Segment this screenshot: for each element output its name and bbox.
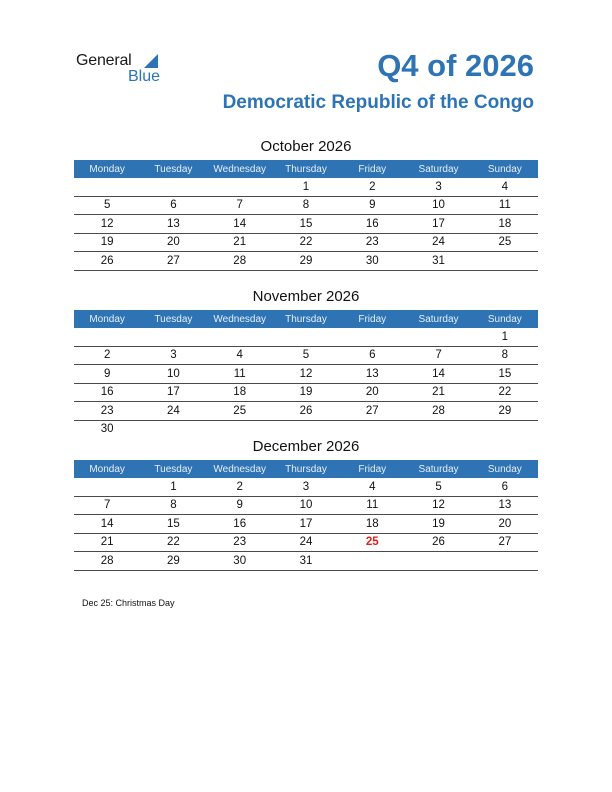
day-cell: 16 xyxy=(207,515,273,534)
day-cell xyxy=(207,420,273,438)
weekday-header: Saturday xyxy=(405,310,471,328)
logo-blue-text: Blue xyxy=(128,68,161,85)
day-cell: 5 xyxy=(405,478,471,496)
weekday-header: Sunday xyxy=(472,310,538,328)
day-cell: 23 xyxy=(207,533,273,552)
weekday-header: Thursday xyxy=(273,460,339,478)
day-cell xyxy=(339,420,405,438)
day-cell: 2 xyxy=(207,478,273,496)
day-cell: 3 xyxy=(405,178,471,196)
day-cell: 11 xyxy=(339,496,405,515)
day-cell: 14 xyxy=(405,365,471,384)
day-cell: 10 xyxy=(405,196,471,215)
day-cell: 20 xyxy=(140,233,206,252)
day-cell: 13 xyxy=(472,496,538,515)
month-october xyxy=(74,138,538,271)
week-row xyxy=(74,178,538,196)
day-cell xyxy=(405,552,471,571)
weekday-header: Sunday xyxy=(472,460,538,478)
week-row xyxy=(74,402,538,421)
day-cell: 21 xyxy=(74,533,140,552)
day-cell: 27 xyxy=(339,402,405,421)
weekday-header: Wednesday xyxy=(207,160,273,178)
day-cell: 1 xyxy=(273,178,339,196)
weekday-header: Saturday xyxy=(405,460,471,478)
day-cell: 27 xyxy=(140,252,206,271)
month-title: November 2026 xyxy=(252,288,360,305)
brand-logo xyxy=(76,52,176,88)
day-cell: 10 xyxy=(140,365,206,384)
day-cell: 5 xyxy=(74,196,140,215)
day-cell: 28 xyxy=(207,252,273,271)
weekday-header: Friday xyxy=(339,310,405,328)
day-cell: 21 xyxy=(207,233,273,252)
day-cell xyxy=(339,328,405,346)
day-cell: 6 xyxy=(339,346,405,365)
day-cell: 20 xyxy=(472,515,538,534)
day-cell: 9 xyxy=(339,196,405,215)
day-cell: 4 xyxy=(207,346,273,365)
logo-general-text: General xyxy=(76,52,132,69)
day-cell xyxy=(405,328,471,346)
week-row xyxy=(74,533,538,552)
day-cell: 17 xyxy=(405,215,471,234)
day-cell: 11 xyxy=(207,365,273,384)
day-cell: 15 xyxy=(140,515,206,534)
day-cell: 1 xyxy=(472,328,538,346)
day-cell: 23 xyxy=(74,402,140,421)
day-cell: 16 xyxy=(339,215,405,234)
week-row xyxy=(74,365,538,384)
weekday-header: Friday xyxy=(339,460,405,478)
calendar-table xyxy=(74,460,538,571)
day-cell xyxy=(207,328,273,346)
day-cell: 18 xyxy=(339,515,405,534)
day-cell xyxy=(472,420,538,438)
day-cell: 19 xyxy=(405,515,471,534)
weekday-header: Monday xyxy=(74,460,140,478)
day-cell: 21 xyxy=(405,383,471,402)
week-row xyxy=(74,328,538,346)
weekday-header: Saturday xyxy=(405,160,471,178)
week-row xyxy=(74,215,538,234)
page-subtitle: Democratic Republic of the Congo xyxy=(222,92,534,113)
day-cell: 26 xyxy=(74,252,140,271)
weekday-header: Friday xyxy=(339,160,405,178)
day-cell: 30 xyxy=(339,252,405,271)
weekday-header: Monday xyxy=(74,160,140,178)
day-cell: 4 xyxy=(472,178,538,196)
day-cell: 28 xyxy=(74,552,140,571)
day-cell: 3 xyxy=(140,346,206,365)
day-cell xyxy=(140,420,206,438)
day-cell: 13 xyxy=(140,215,206,234)
day-cell: 12 xyxy=(74,215,140,234)
day-cell: 15 xyxy=(472,365,538,384)
month-december xyxy=(74,438,538,571)
day-cell: 7 xyxy=(207,196,273,215)
day-cell: 10 xyxy=(273,496,339,515)
day-cell xyxy=(405,420,471,438)
calendar-table xyxy=(74,310,538,438)
day-cell: 14 xyxy=(74,515,140,534)
day-cell xyxy=(273,328,339,346)
day-cell: 8 xyxy=(140,496,206,515)
week-row xyxy=(74,346,538,365)
day-cell xyxy=(472,552,538,571)
day-cell: 1 xyxy=(140,478,206,496)
day-cell xyxy=(140,178,206,196)
day-cell: 8 xyxy=(273,196,339,215)
page-title: Q4 of 2026 xyxy=(377,48,534,83)
day-cell: 31 xyxy=(405,252,471,271)
day-cell: 25 xyxy=(472,233,538,252)
day-cell: 23 xyxy=(339,233,405,252)
day-cell: 17 xyxy=(140,383,206,402)
day-cell: 12 xyxy=(405,496,471,515)
day-cell: 29 xyxy=(140,552,206,571)
week-row xyxy=(74,552,538,571)
week-row xyxy=(74,496,538,515)
week-row xyxy=(74,383,538,402)
week-row xyxy=(74,420,538,438)
day-cell: 26 xyxy=(273,402,339,421)
weekday-header: Thursday xyxy=(273,310,339,328)
day-cell xyxy=(140,328,206,346)
day-cell: 8 xyxy=(472,346,538,365)
day-cell: 6 xyxy=(472,478,538,496)
day-cell: 22 xyxy=(472,383,538,402)
day-cell: 17 xyxy=(273,515,339,534)
holiday-note: Dec 25: Christmas Day xyxy=(82,598,175,608)
day-cell: 24 xyxy=(405,233,471,252)
day-cell xyxy=(74,328,140,346)
weekday-header: Tuesday xyxy=(140,160,206,178)
day-cell xyxy=(74,478,140,496)
day-cell: 27 xyxy=(472,533,538,552)
day-cell: 11 xyxy=(472,196,538,215)
day-cell: 29 xyxy=(472,402,538,421)
month-title: December 2026 xyxy=(252,438,360,455)
day-cell: 20 xyxy=(339,383,405,402)
day-cell: 24 xyxy=(140,402,206,421)
month-title: October 2026 xyxy=(260,138,352,155)
day-cell: 29 xyxy=(273,252,339,271)
day-cell: 9 xyxy=(207,496,273,515)
day-cell: 2 xyxy=(74,346,140,365)
day-cell xyxy=(273,420,339,438)
day-cell: 6 xyxy=(140,196,206,215)
month-november xyxy=(74,288,538,438)
day-cell: 22 xyxy=(140,533,206,552)
week-row xyxy=(74,252,538,271)
weekday-header: Tuesday xyxy=(140,310,206,328)
day-cell: 3 xyxy=(273,478,339,496)
day-cell: 12 xyxy=(273,365,339,384)
week-row xyxy=(74,233,538,252)
day-cell: 30 xyxy=(100,423,114,436)
calendar-table xyxy=(74,160,538,271)
day-cell: 28 xyxy=(405,402,471,421)
weekday-header: Monday xyxy=(74,310,140,328)
day-cell: 24 xyxy=(273,533,339,552)
day-cell: 7 xyxy=(74,496,140,515)
day-cell: 31 xyxy=(273,552,339,571)
day-cell: 18 xyxy=(207,383,273,402)
day-cell: 25 xyxy=(339,533,405,552)
day-cell: 25 xyxy=(207,402,273,421)
day-cell: 9 xyxy=(74,365,140,384)
day-cell xyxy=(339,552,405,571)
day-cell: 18 xyxy=(472,215,538,234)
week-row xyxy=(74,196,538,215)
day-cell: 16 xyxy=(74,383,140,402)
day-cell: 4 xyxy=(339,478,405,496)
week-row xyxy=(74,478,538,496)
day-cell: 5 xyxy=(273,346,339,365)
weekday-header: Sunday xyxy=(472,160,538,178)
weekday-header: Wednesday xyxy=(207,460,273,478)
weekday-header: Wednesday xyxy=(207,310,273,328)
day-cell: 22 xyxy=(273,233,339,252)
day-cell: 14 xyxy=(207,215,273,234)
day-cell xyxy=(74,178,140,196)
week-row xyxy=(74,515,538,534)
day-cell: 19 xyxy=(273,383,339,402)
day-cell: 19 xyxy=(74,233,140,252)
day-cell: 30 xyxy=(207,552,273,571)
day-cell: 13 xyxy=(339,365,405,384)
weekday-header: Thursday xyxy=(273,160,339,178)
day-cell: 7 xyxy=(405,346,471,365)
day-cell: 2 xyxy=(339,178,405,196)
logo-triangle-icon xyxy=(144,54,158,68)
day-cell xyxy=(472,252,538,271)
day-cell: 26 xyxy=(405,533,471,552)
day-cell xyxy=(207,178,273,196)
day-cell: 15 xyxy=(273,215,339,234)
weekday-header: Tuesday xyxy=(140,460,206,478)
